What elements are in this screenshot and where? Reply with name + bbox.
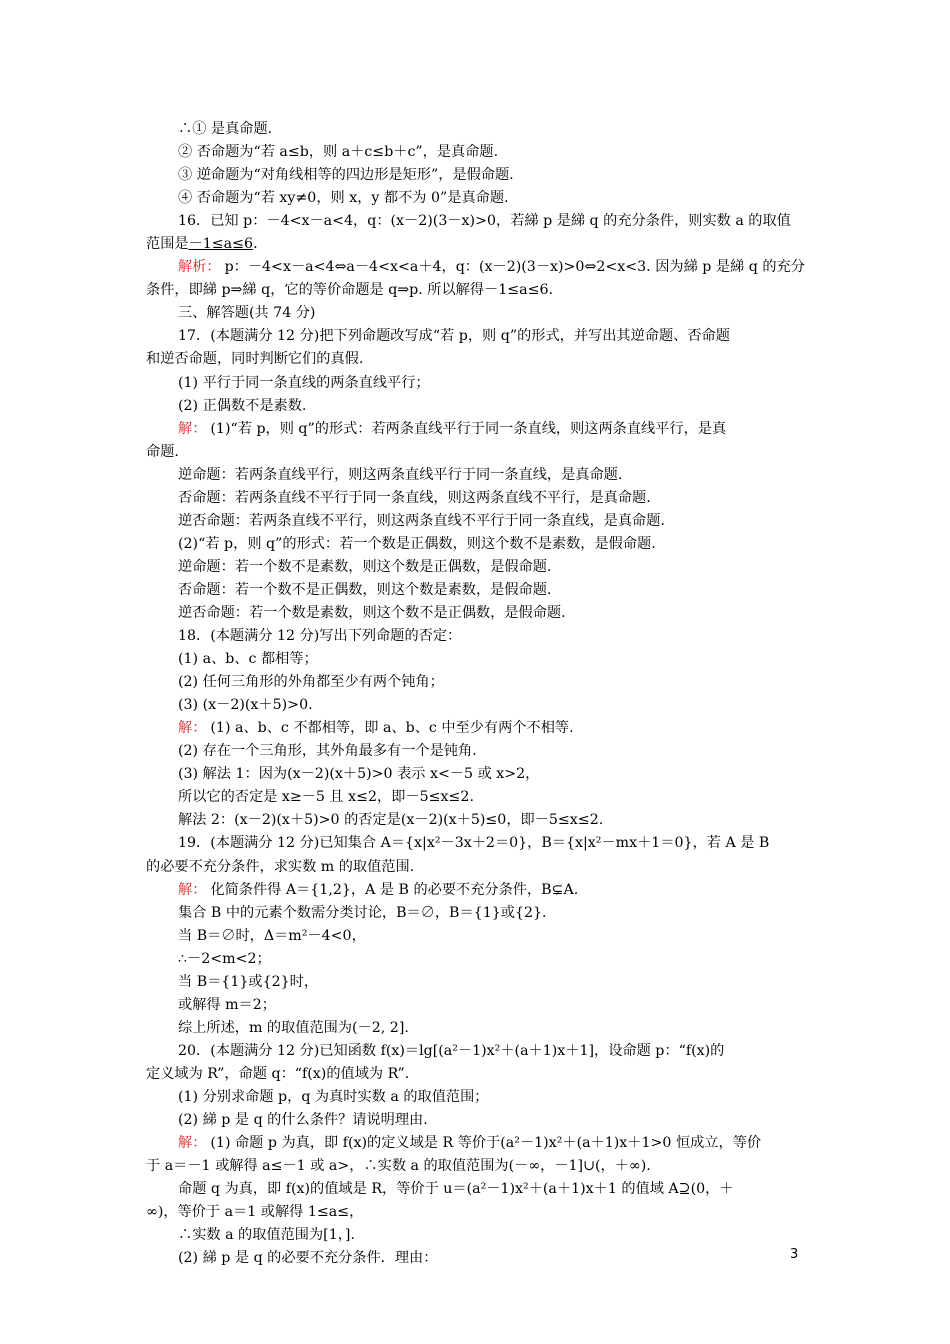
line-text: ∴实数 a 的取值范围为[1，]. <box>178 1227 355 1244</box>
line-text: 16．已知 p：－4<x－a<4，q：(x－2)(3－x)>0，若綈 p 是綈 q 的充分条件，则实数 a 的取值 <box>178 213 791 230</box>
line-text: ∞)，等价于 a＝1 或解得 1≤a≤， <box>146 1204 364 1221</box>
line-text: (2) 綈 p 是 q 的必要不充分条件．理由： <box>178 1250 438 1267</box>
line-text: 三、解答题(共 74 分) <box>178 305 316 322</box>
solution-label: 解析： <box>178 259 221 276</box>
text-line <box>146 602 816 625</box>
text-line <box>146 971 816 994</box>
text-line <box>146 372 816 395</box>
line-text: 逆命题：若两条直线平行，则这两条直线平行于同一条直线，是真命题. <box>178 466 623 483</box>
text-line <box>146 325 816 348</box>
line-text: 解法 2：(x－2)(x＋5)>0 的否定是(x－2)(x＋5)≤0，即－5≤x≤2. <box>178 812 604 829</box>
text-line <box>146 879 816 902</box>
line-text: ∴－2<m<2； <box>178 950 271 967</box>
text-line <box>146 1086 816 1109</box>
text-line <box>146 579 816 602</box>
text-line <box>146 1247 816 1270</box>
text-line <box>146 187 816 210</box>
line-text: 18．(本题满分 12 分)写出下列命题的否定： <box>178 628 462 645</box>
solution-label: 解： <box>178 720 207 737</box>
text-line <box>146 925 816 948</box>
line-text: (2) 綈 p 是 q 的什么条件？请说明理由. <box>178 1112 428 1129</box>
text-line <box>146 1224 816 1247</box>
text-line <box>146 648 816 671</box>
text-line <box>146 233 816 256</box>
text-line <box>146 441 816 464</box>
line-text: (2)“若 p，则 q”的形式：若一个数是正偶数，则这个数不是素数，是假命题. <box>178 535 656 552</box>
text-line <box>146 1040 816 1063</box>
line-suffix: . <box>253 236 258 253</box>
line-text: 20．(本题满分 12 分)已知函数 f(x)＝lg[(a²－1)x²＋(a＋1)x＋1]，设命题 p：“f(x)的 <box>178 1042 725 1059</box>
line-text: 逆否命题：若一个数是素数，则这个数不是正偶数，是假命题. <box>178 604 566 621</box>
text-line <box>146 1063 816 1086</box>
line-text: 当 B＝∅时，Δ＝m²－4<0， <box>178 927 366 944</box>
solution-label: 解： <box>178 1135 207 1152</box>
solution-label: 解： <box>178 881 207 898</box>
text-line <box>146 164 816 187</box>
line-text: ③ 逆命题为“对角线相等的四边形是矩形”，是假命题. <box>178 167 514 184</box>
text-line <box>146 302 816 325</box>
line-text: (1) a、b、c 都相等； <box>178 651 318 668</box>
text-line <box>146 694 816 717</box>
line-text: (2) 正偶数不是素数. <box>178 397 307 414</box>
line-text: (1) 平行于同一条直线的两条直线平行； <box>178 374 430 391</box>
text-line <box>146 487 816 510</box>
line-text: ∴① 是真命题. <box>178 121 273 137</box>
text-line <box>146 1201 816 1224</box>
line-text: 17．(本题满分 12 分)把下列命题改写成“若 p，则 q”的形式，并写出其逆命题、否命题 <box>178 328 730 345</box>
line-text: 命题. <box>146 443 179 460</box>
line-text: 综上所述，m 的取值范围为(－2, 2]. <box>178 1019 409 1036</box>
text-line <box>146 1155 816 1178</box>
line-text: 当 B＝{1}或{2}时， <box>178 973 319 990</box>
line-text: 集合 B 中的元素个数需分类讨论，B＝∅，B＝{1}或{2}. <box>178 904 547 921</box>
text-line <box>146 418 816 441</box>
text-line <box>146 256 816 279</box>
text-line <box>146 740 816 763</box>
text-line <box>146 625 816 648</box>
line-text: (3) 解法 1：因为(x－2)(x＋5)>0 表示 x<－5 或 x>2， <box>178 766 540 783</box>
line-text: 否命题：若一个数不是正偶数，则这个数是素数，是假命题. <box>178 581 552 598</box>
line-text: 条件，即綈 p⇒綈 q，它的等价命题是 q⇒p. 所以解得－1≤a≤6. <box>146 282 554 299</box>
text-line <box>146 1109 816 1132</box>
text-line <box>146 786 816 809</box>
line-text: (1) 命题 p 为真，即 f(x)的定义域是 R 等价于(a²－1)x²＋(a＋1)x＋1>0 恒成立，等价 <box>210 1135 762 1152</box>
line-text: ② 否命题为“若 a≤b，则 a＋c≤b＋c”，是真命题. <box>178 144 499 161</box>
text-line <box>146 464 816 487</box>
line-text: 命题 q 为真，即 f(x)的值域是 R，等价于 u＝(a²－1)x²＋(a＋1)x＋1 的值域 A⊇(0，＋ <box>178 1181 734 1198</box>
page-number: 3 <box>790 1247 799 1262</box>
line-text: 的必要不充分条件，求实数 m 的取值范围. <box>146 858 415 875</box>
text-line <box>146 556 816 579</box>
answer-blank: －1≤a≤6 <box>188 236 254 253</box>
text-line <box>146 141 816 164</box>
line-text: 定义域为 R”，命题 q：“f(x)的值域为 R”. <box>146 1065 410 1082</box>
line-text: ④ 否命题为“若 xy≠0，则 x，y 都不为 0”是真命题. <box>178 190 509 207</box>
line-text: (3) (x－2)(x＋5)>0. <box>178 697 313 714</box>
line-text: 或解得 m＝2； <box>178 996 276 1013</box>
line-text: (1) 分别求命题 p，q 为真时实数 a 的取值范围； <box>178 1088 489 1105</box>
line-text: 化简条件得 A＝{1,2}，A 是 B 的必要不充分条件，B⊊A. <box>210 881 579 898</box>
text-line <box>146 395 816 418</box>
text-line <box>146 902 816 925</box>
line-text: 范围是 <box>146 236 189 253</box>
line-text: 逆否命题：若两条直线不平行，则这两条直线不平行于同一条直线，是真命题. <box>178 512 665 529</box>
text-line <box>146 210 816 233</box>
text-line <box>146 533 816 556</box>
line-text: 于 a＝－1 或解得 a≤－1 或 a>，∴实数 a 的取值范围为(－∞，－1]∪(，＋∞). <box>146 1158 651 1175</box>
text-line <box>146 671 816 694</box>
text-line <box>146 279 816 302</box>
text-line <box>146 1178 816 1201</box>
line-text: (2) 存在一个三角形，其外角最多有一个是钝角. <box>178 743 477 760</box>
line-text: (1)“若 p，则 q”的形式：若两条直线平行于同一条直线，则这两条直线平行，是真 <box>210 420 727 437</box>
text-line <box>146 856 816 879</box>
line-text: (1) a、b、c 不都相等，即 a、b、c 中至少有两个不相等. <box>210 720 574 737</box>
solution-label: 解： <box>178 420 207 437</box>
line-text: 19．(本题满分 12 分)已知集合 A＝{x|x²－3x＋2＝0}，B＝{x|x²－mx＋1＝0}，若 A 是 B <box>178 835 770 852</box>
text-line <box>146 118 816 141</box>
line-text: 所以它的否定是 x≥－5 且 x≤2，即－5≤x≤2. <box>178 789 474 806</box>
line-text: (2) 任何三角形的外角都至少有两个钝角； <box>178 674 444 691</box>
document-body <box>146 118 816 1270</box>
line-text: 否命题：若两条直线不平行于同一条直线，则这两条直线不平行，是真命题. <box>178 489 651 506</box>
line-text: 和逆否命题，同时判断它们的真假. <box>146 351 364 368</box>
text-line <box>146 1132 816 1155</box>
text-line <box>146 348 816 371</box>
line-text: p：－4<x－a<4⇔a－4<x<a＋4，q：(x－2)(3－x)>0⇔2<x<3. 因为綈 p 是綈 q 的充分 <box>224 259 805 276</box>
text-line <box>146 717 816 740</box>
text-line <box>146 809 816 832</box>
text-line <box>146 763 816 786</box>
text-line <box>146 832 816 855</box>
text-line <box>146 994 816 1017</box>
text-line <box>146 948 816 971</box>
text-line <box>146 510 816 533</box>
line-text: 逆命题：若一个数不是素数，则这个数是正偶数，是假命题. <box>178 558 552 575</box>
text-line <box>146 1017 816 1040</box>
